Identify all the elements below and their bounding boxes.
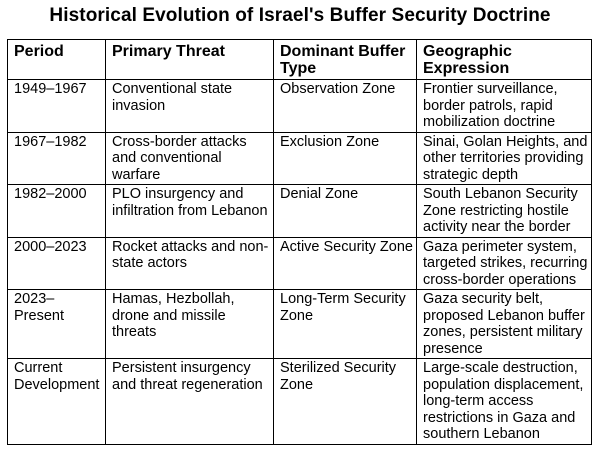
cell-primary-threat: Rocket attacks and non-state actors [106,237,274,290]
cell-period: 2023–Present [8,290,106,359]
table-header-row [8,40,592,80]
cell-geographic-expression: South Lebanon Security Zone restricting hostile activity near the border [417,185,592,238]
cell-period: 2000–2023 [8,237,106,290]
cell-buffer-type: Active Security Zone [274,237,417,290]
cell-buffer-type: Exclusion Zone [274,132,417,185]
cell-buffer-type: Observation Zone [274,80,417,133]
cell-primary-threat: Conventional state invasion [106,80,274,133]
header-primary-threat: Primary Threat [106,40,274,80]
cell-geographic-expression: Sinai, Golan Heights, and other territories providing strategic depth [417,132,592,185]
cell-primary-threat: Persistent insurgency and threat regeneration [106,359,274,445]
table-row [8,237,592,290]
cell-primary-threat: Hamas, Hezbollah, drone and missile threats [106,290,274,359]
cell-primary-threat: PLO insurgency and infiltration from Lebanon [106,185,274,238]
cell-geographic-expression: Frontier surveillance, border patrols, rapid mobilization doctrine [417,80,592,133]
table-row [8,359,592,445]
cell-geographic-expression: Large-scale destruction, population displacement, long-term access restrictions in Gaza and southern Lebanon [417,359,592,445]
cell-period: 1949–1967 [8,80,106,133]
table-row [8,185,592,238]
table-row [8,290,592,359]
cell-period: 1982–2000 [8,185,106,238]
header-dominant-buffer-type: Dominant Buffer Type [274,40,417,80]
cell-geographic-expression: Gaza perimeter system, targeted strikes, recurring cross-border operations [417,237,592,290]
cell-buffer-type: Long-Term Security Zone [274,290,417,359]
document-title: Historical Evolution of Israel's Buffer Security Doctrine [49,5,551,26]
cell-period: Current Development [8,359,106,445]
cell-period: 1967–1982 [8,132,106,185]
doctrine-table [7,39,592,445]
cell-primary-threat: Cross-border attacks and conventional warfare [106,132,274,185]
header-geographic-expression: Geographic Expression [417,40,592,80]
cell-geographic-expression: Gaza security belt, proposed Lebanon buffer zones, persistent military presence [417,290,592,359]
table-row [8,132,592,185]
cell-buffer-type: Denial Zone [274,185,417,238]
cell-buffer-type: Sterilized Security Zone [274,359,417,445]
table-row [8,80,592,133]
header-period: Period [8,40,106,80]
